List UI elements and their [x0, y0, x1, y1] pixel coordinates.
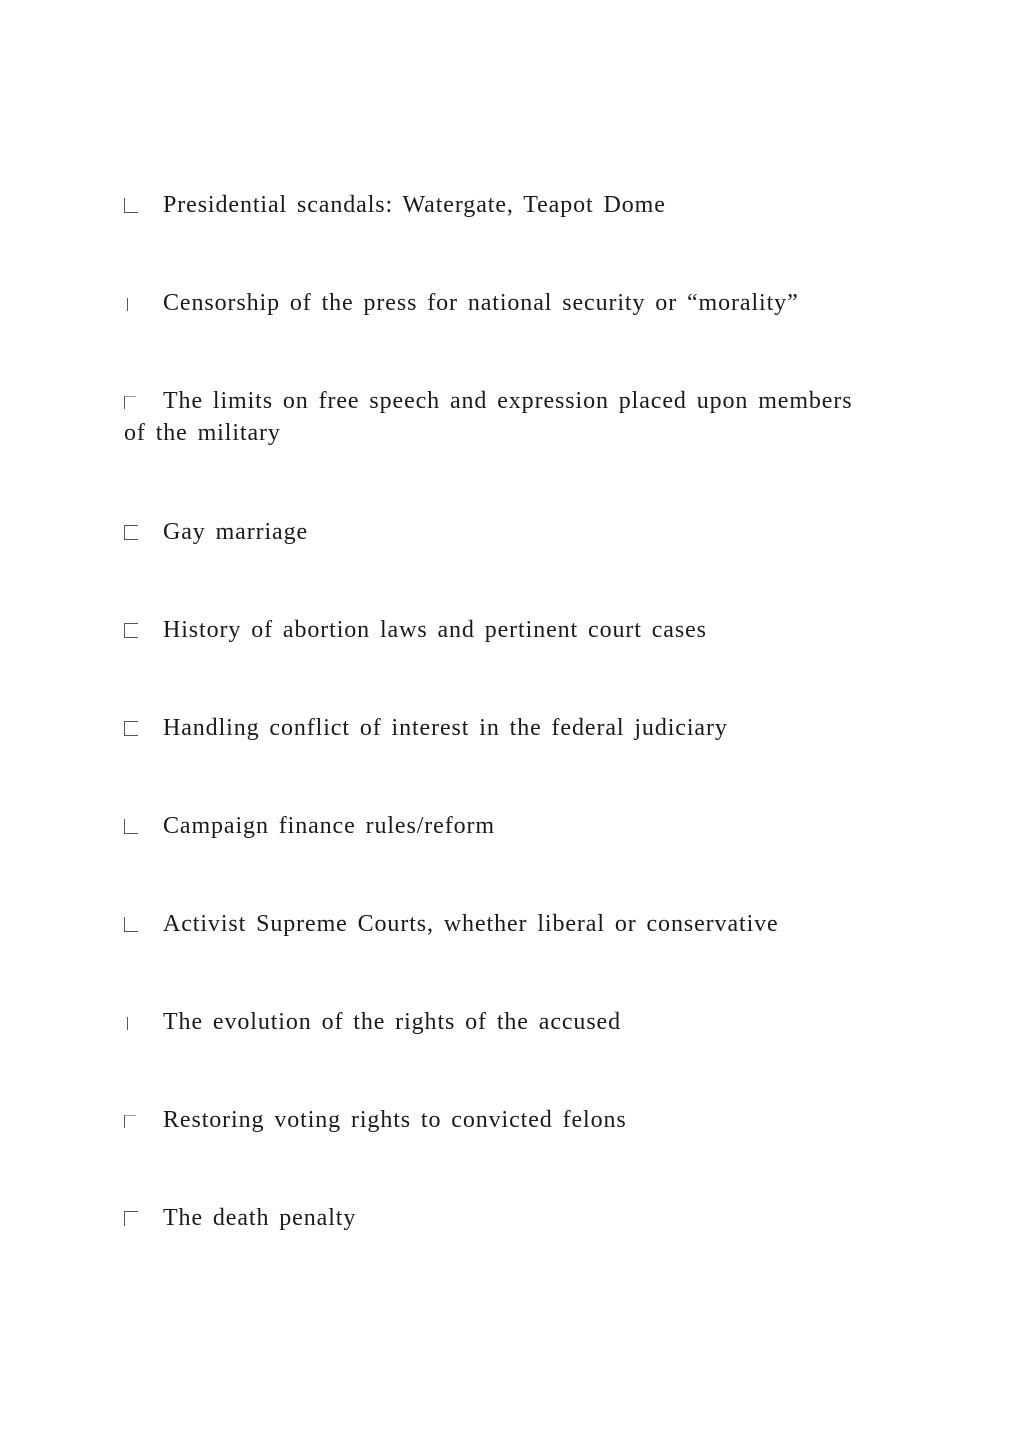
list-item-text: Activist Supreme Courts, whether liberal or conservative — [163, 911, 779, 937]
list-item-text: Handling conflict of interest in the federal judiciary — [163, 715, 728, 741]
list-item — [124, 1202, 884, 1234]
box-glyph-icon — [124, 623, 138, 638]
list-item — [124, 1104, 884, 1136]
list-item-text: Campaign finance rules/reform — [163, 813, 495, 839]
list-item-text: The evolution of the rights of the accused — [163, 1009, 622, 1035]
list-item — [124, 1006, 884, 1038]
list-item-text: History of abortion laws and pertinent court cases — [163, 617, 707, 643]
list-item-text: The death penalty — [163, 1205, 357, 1231]
l-corner-glyph-icon — [124, 819, 138, 834]
list-item — [124, 712, 884, 744]
bar-glyph-icon — [124, 1015, 138, 1030]
box-glyph-icon — [124, 721, 138, 736]
t-corner-glyph-icon — [124, 1211, 138, 1226]
list-item — [124, 385, 884, 449]
list-item — [124, 516, 884, 548]
list-item-text: Censorship of the press for national security or “morality” — [163, 290, 799, 316]
tick-glyph-icon — [124, 1115, 136, 1128]
l-corner-glyph-icon — [124, 198, 138, 213]
tick-glyph-icon — [124, 396, 136, 409]
bar-glyph-icon — [124, 296, 138, 311]
list-item — [124, 908, 884, 940]
box-glyph-icon — [124, 525, 138, 540]
list-item — [124, 614, 884, 646]
list-item-text: The limits on free speech and expression placed upon members of the military — [124, 388, 853, 446]
list-item-text: Restoring voting rights to convicted felons — [163, 1107, 627, 1133]
list-item — [124, 287, 884, 319]
l-corner-glyph-icon — [124, 917, 138, 932]
list-item-text: Gay marriage — [163, 519, 309, 545]
list-item — [124, 810, 884, 842]
list-item — [124, 189, 884, 221]
list-item-text: Presidential scandals: Watergate, Teapot Dome — [163, 192, 666, 218]
